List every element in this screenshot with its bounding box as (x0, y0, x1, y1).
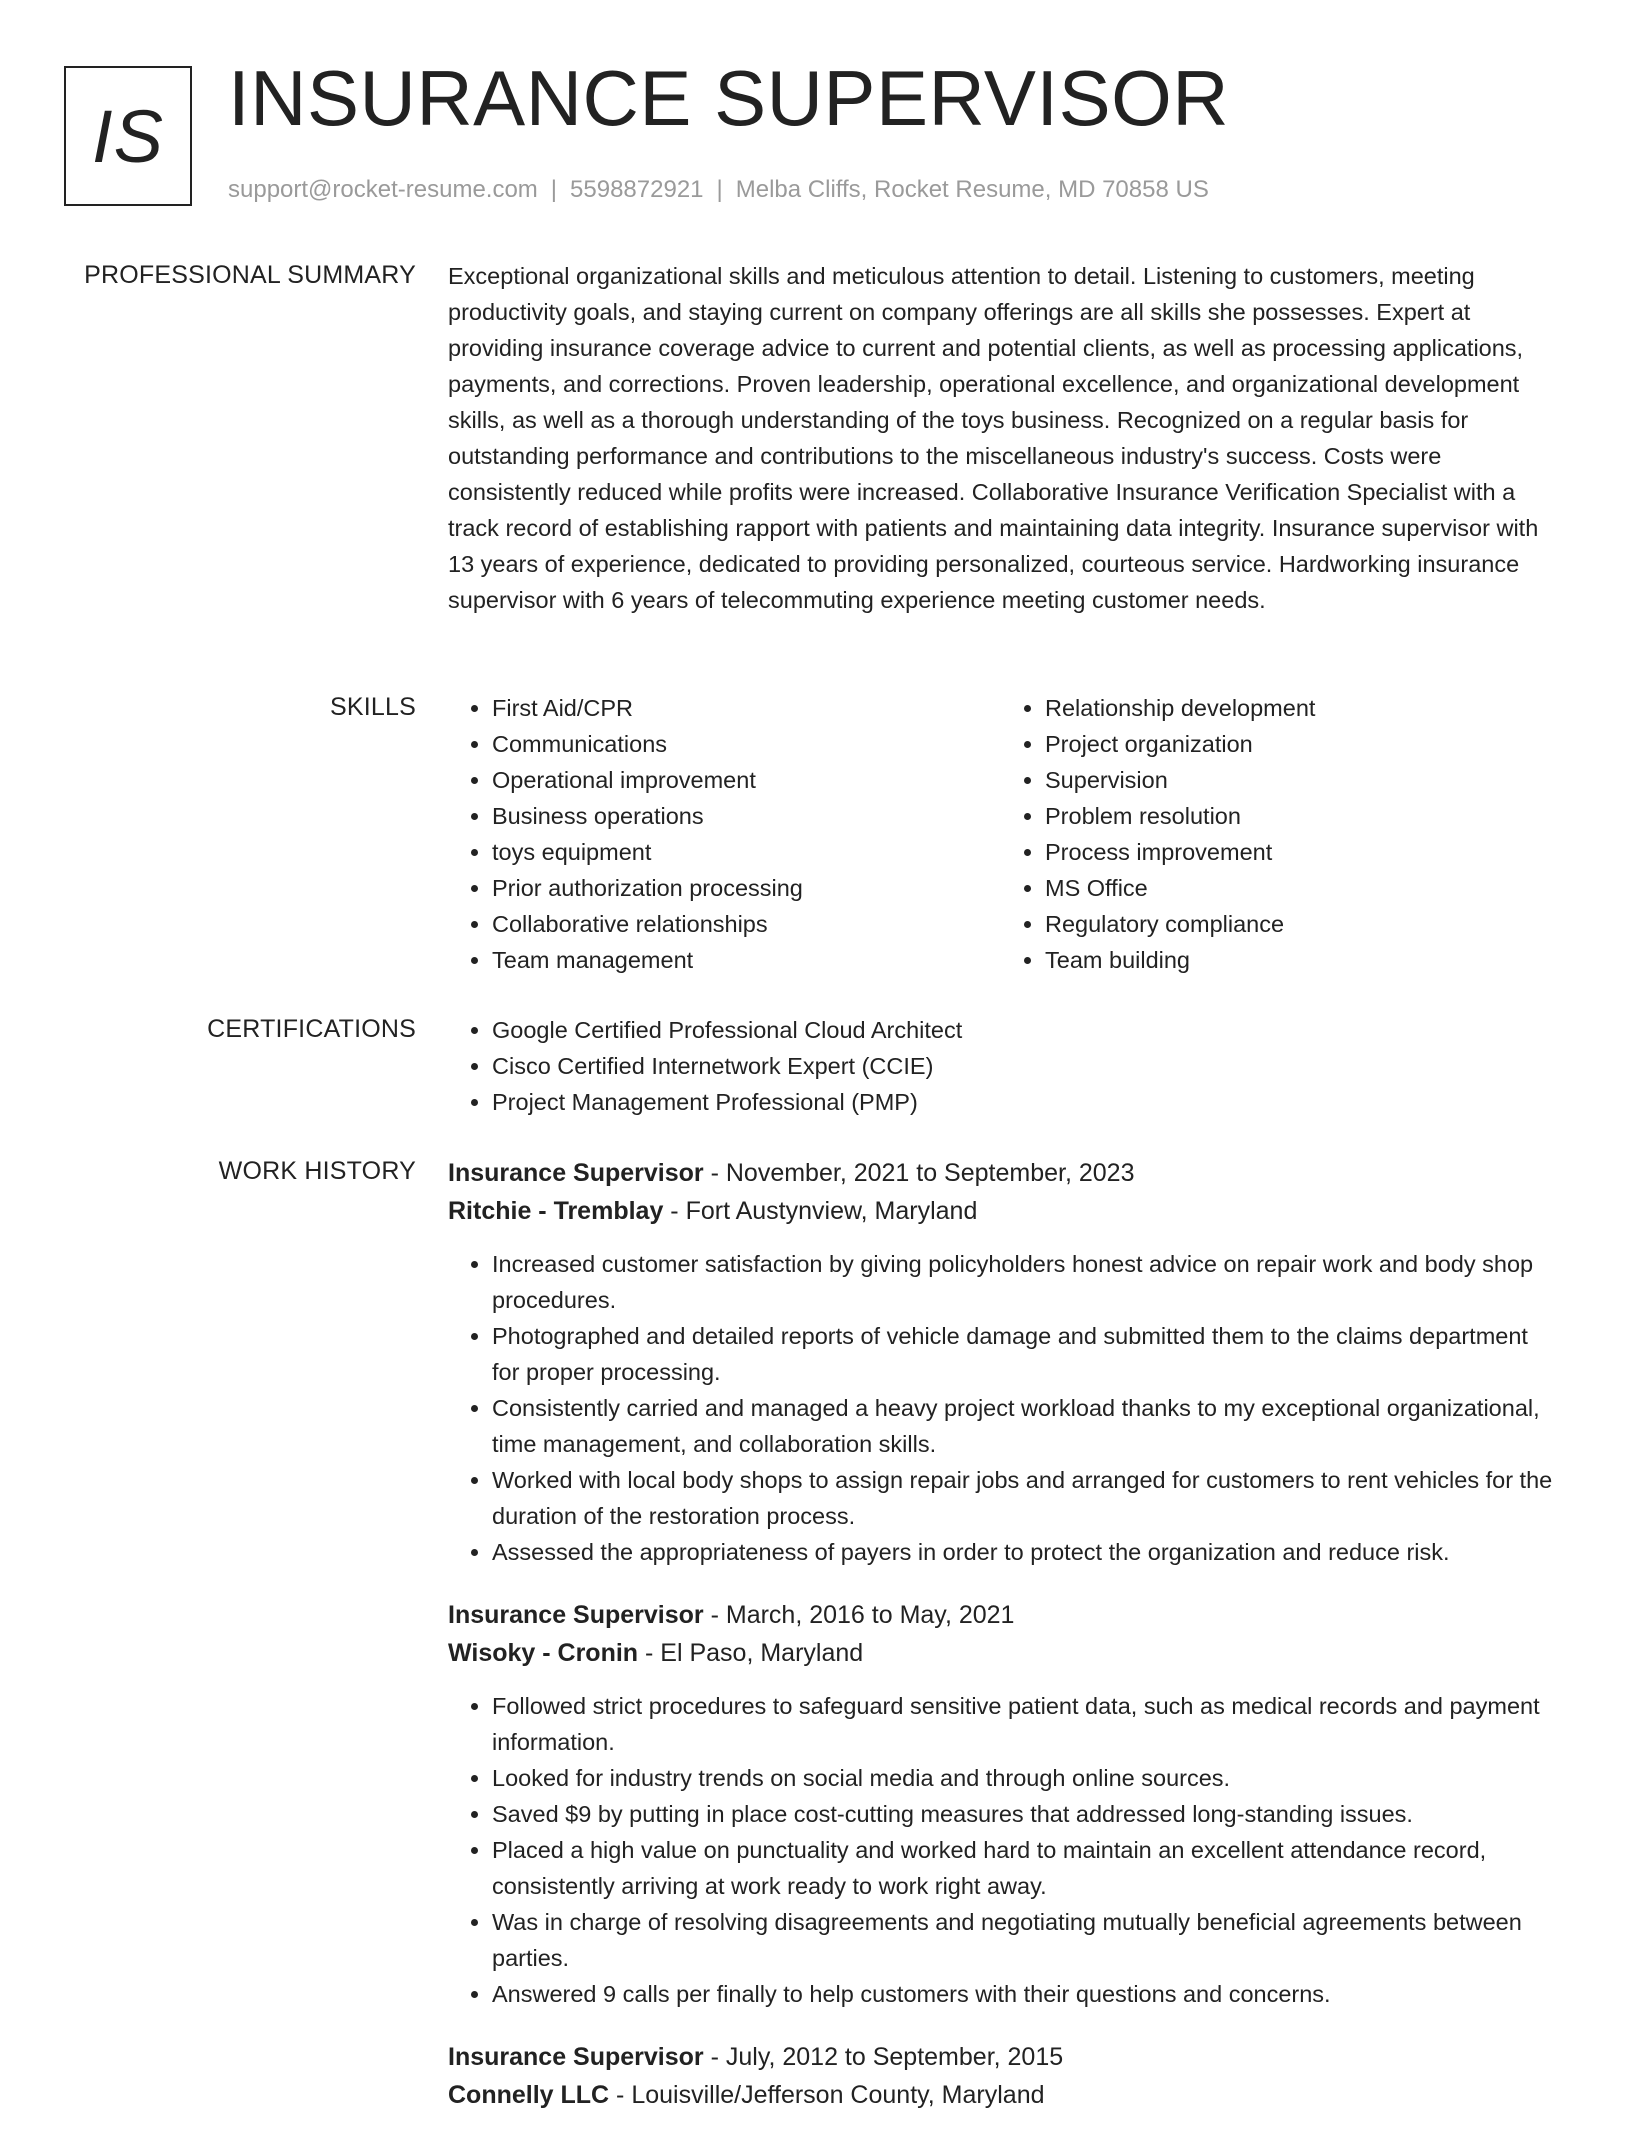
job-company-line (448, 1634, 1554, 1672)
certification-item: • Google Certified Professional Cloud Architect (492, 1012, 1554, 1048)
skill-item: • Business operations (492, 798, 1001, 834)
certification-item: • Project Management Professional (PMP) (492, 1084, 1554, 1120)
skill-item: • Regulatory compliance (1045, 906, 1554, 942)
job-location: - Louisville/Jefferson County, Maryland (609, 2081, 1045, 2109)
skill-item: • Team management (492, 942, 1001, 978)
contact-separator: | (716, 176, 723, 203)
job-company-line (448, 2076, 1554, 2114)
job-company: Ritchie - Tremblay (448, 1197, 664, 1225)
skill-item: • Collaborative relationships (492, 906, 1001, 942)
contact-phone[interactable]: 5598872921 (570, 176, 704, 203)
certifications-list (448, 1012, 1554, 1120)
skills-list-right (1001, 690, 1554, 978)
job-title: Insurance Supervisor (448, 2043, 704, 2071)
skills-body (448, 690, 1554, 978)
job-location: - Fort Austynview, Maryland (663, 1197, 978, 1225)
job-company: Wisoky - Cronin (448, 1639, 639, 1667)
job-dates: - March, 2016 to May, 2021 (703, 1601, 1015, 1629)
job-bullet: • Followed strict procedures to safeguard sensitive patient data, such as medical records and payment information. (492, 1688, 1554, 1760)
job-title-line (448, 1596, 1554, 1634)
skill-item: • Relationship development (1045, 690, 1554, 726)
candidate-title: INSURANCE SUPERVISOR (228, 54, 1230, 142)
contact-email[interactable]: support@rocket-resume.com (228, 176, 538, 203)
skill-item: • Process improvement (1045, 834, 1554, 870)
skill-item: • Project organization (1045, 726, 1554, 762)
skill-item: • Prior authorization processing (492, 870, 1001, 906)
skill-item: • Communications (492, 726, 1001, 762)
skills-list-left (448, 690, 1001, 978)
job-title-line (448, 1154, 1554, 1192)
skill-item: • Problem resolution (1045, 798, 1554, 834)
job-bullets (448, 1688, 1554, 2012)
work-label: WORK HISTORY (218, 1157, 416, 1185)
job-company: Connelly LLC (448, 2081, 610, 2109)
job-bullet: • Increased customer satisfaction by giving policyholders honest advice on repair work and body shop procedures. (492, 1246, 1554, 1318)
job-bullet: • Saved $9 by putting in place cost-cutting measures that addressed long-standing issues. (492, 1796, 1554, 1832)
job-dates: - November, 2021 to September, 2023 (703, 1159, 1135, 1187)
job-bullet: • Answered 9 calls per finally to help customers with their questions and concerns. (492, 1976, 1554, 2012)
job-title: Insurance Supervisor (448, 1159, 704, 1187)
summary-text: Exceptional organizational skills and meticulous attention to detail. Listening to customers, meeting productivity goals, and staying current on company offerings are all skills she possesses. Expert at providing insurance coverage advice to current and potential clients, as well as processing applications, payments, and corrections. Proven leadership, operational excellence, and organizational development skills, as well as a thorough understanding of the toys business. Recognized on a regular basis for outstanding performance and contributions to the miscellaneous industry's success. Costs were consistently reduced while profits were increased. Collaborative Insurance Verification Specialist with a track record of establishing rapport with patients and maintaining data integrity. Insurance supervisor with 13 years of experience, dedicated to providing personalized, courteous service. Hardworking insurance supervisor with 6 years of telecommuting experience meeting customer needs. (448, 263, 1539, 613)
job-bullet: • Looked for industry trends on social media and through online sources. (492, 1760, 1554, 1796)
skill-item: • toys equipment (492, 834, 1001, 870)
job-dates: - July, 2012 to September, 2015 (703, 2043, 1064, 2071)
job-company-line (448, 1192, 1554, 1230)
work-body (448, 1154, 1554, 2140)
skill-item: • Team building (1045, 942, 1554, 978)
contact-line (228, 174, 1209, 205)
summary-label: PROFESSIONAL SUMMARY (84, 261, 416, 289)
job-entry (448, 1596, 1554, 2012)
job-entry (448, 2038, 1554, 2114)
skill-item: • Operational improvement (492, 762, 1001, 798)
contact-separator: | (550, 176, 558, 203)
skill-item: • MS Office (1045, 870, 1554, 906)
job-bullet: • Was in charge of resolving disagreements and negotiating mutually beneficial agreements between parties. (492, 1904, 1554, 1976)
job-title: Insurance Supervisor (448, 1601, 704, 1629)
monogram-initials: IS (92, 94, 164, 178)
job-bullet: • Photographed and detailed reports of vehicle damage and submitted them to the claims department for proper processing. (492, 1318, 1554, 1390)
skills-label: SKILLS (330, 693, 416, 721)
job-bullet: • Placed a high value on punctuality and worked hard to maintain an excellent attendance record, consistently arriving at work ready to work right away. (492, 1832, 1554, 1904)
job-title-line (448, 2038, 1554, 2076)
contact-address: Melba Cliffs, Rocket Resume, MD 70858 US (735, 176, 1209, 203)
job-bullets (448, 1246, 1554, 1570)
certifications-label: CERTIFICATIONS (207, 1015, 416, 1043)
certifications-body (448, 1012, 1554, 1120)
job-entry (448, 1154, 1554, 1570)
certification-item: • Cisco Certified Internetwork Expert (CCIE) (492, 1048, 1554, 1084)
summary-body (448, 258, 1554, 618)
job-bullet: • Worked with local body shops to assign repair jobs and arranged for customers to rent vehicles for the duration of the restoration process. (492, 1462, 1554, 1534)
job-bullet: • Consistently carried and managed a heavy project workload thanks to my exceptional organizational, time management, and collaboration skills. (492, 1390, 1554, 1462)
monogram-logo (64, 66, 192, 206)
job-location: - El Paso, Maryland (638, 1639, 864, 1667)
job-bullet: • Assessed the appropriateness of payers in order to protect the organization and reduce risk. (492, 1534, 1554, 1570)
skill-item: • Supervision (1045, 762, 1554, 798)
skill-item: • First Aid/CPR (492, 690, 1001, 726)
